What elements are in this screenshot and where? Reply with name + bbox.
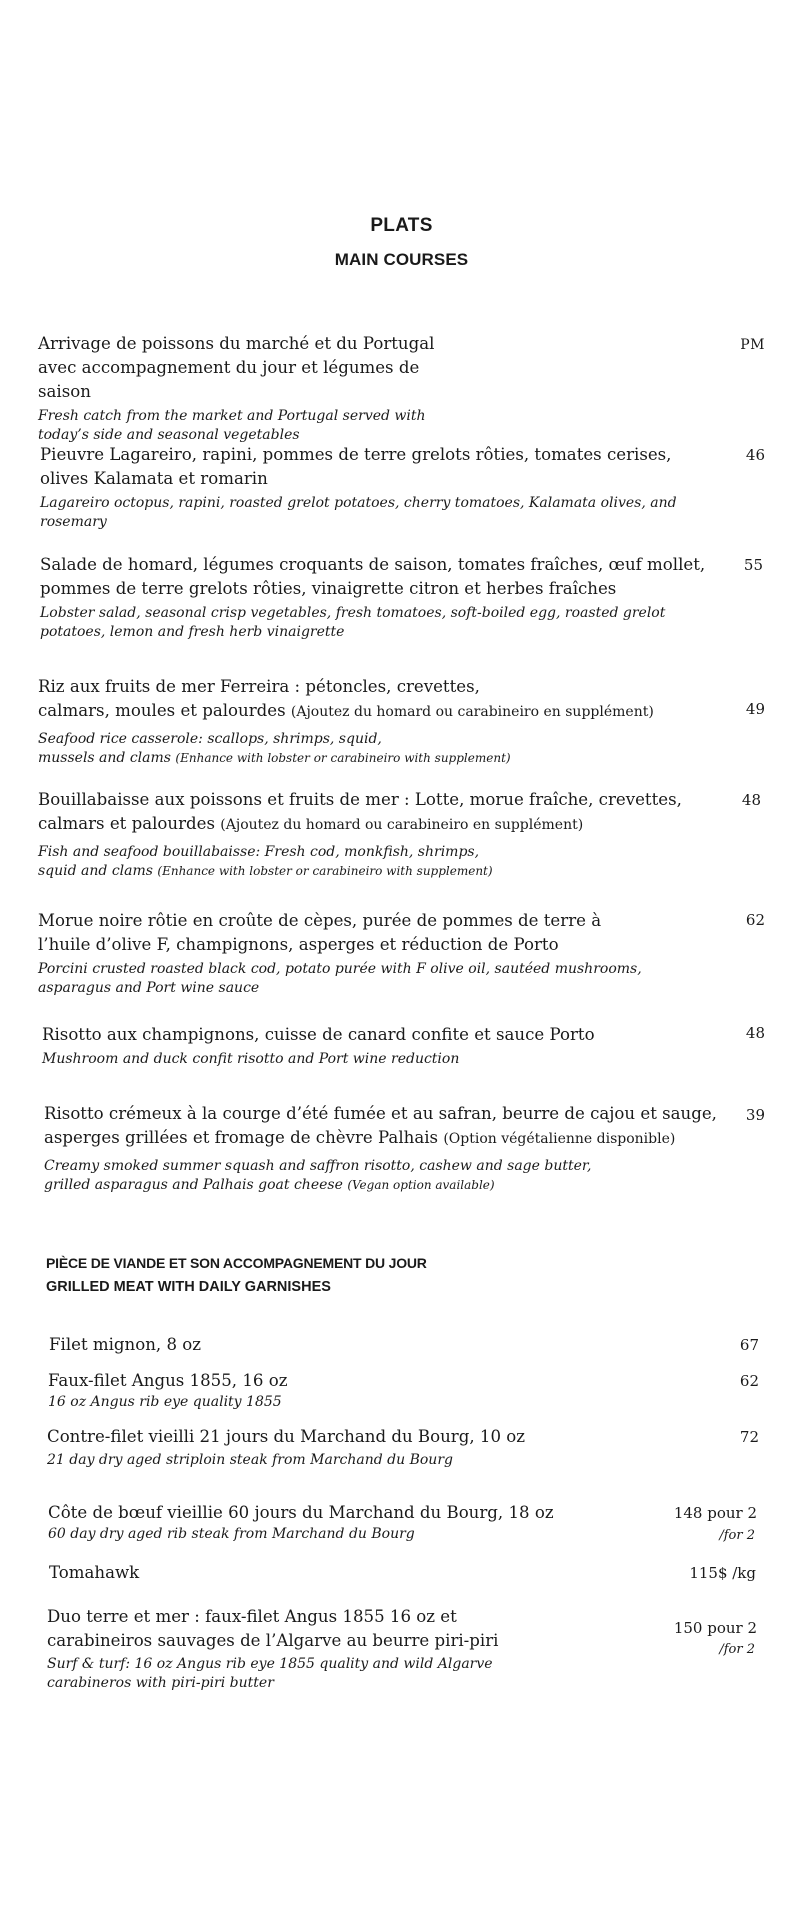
item-price: 46 xyxy=(745,446,765,464)
section-subtitle: GRILLED MEAT WITH DAILY GARNISHES xyxy=(46,1279,331,1295)
menu-item xyxy=(44,1102,744,1195)
item-name-fr: Filet mignon, 8 oz xyxy=(49,1335,202,1354)
menu-item xyxy=(38,332,468,445)
item-price: 150 pour 2 xyxy=(673,1619,757,1637)
page-title: PLATS xyxy=(370,215,433,236)
item-price: 48 xyxy=(745,1024,765,1042)
item-name-fr: Tomahawk xyxy=(49,1563,140,1582)
menu-item xyxy=(40,553,720,642)
item-price: 55 xyxy=(743,556,763,574)
item-name-fr xyxy=(44,1102,744,1151)
item-price: 49 xyxy=(745,700,765,718)
menu-item xyxy=(42,1023,722,1069)
item-name-en: 16 oz Angus rib eye quality 1855 xyxy=(48,1394,282,1410)
item-line: carabineiros sauvages de l’Algarve au beurre piri-piri xyxy=(47,1631,499,1650)
item-name-fr: Arrivage de poissons du marché et du Portugal avec accompagnement du jour et légumes de saison xyxy=(38,334,435,401)
item-price: PM xyxy=(740,337,765,353)
item-line: calmars et palourdes xyxy=(38,814,215,833)
item-name-en xyxy=(47,1655,707,1693)
item-price: 48 xyxy=(741,791,761,809)
item-price-sub: /for 2 xyxy=(719,1642,755,1657)
item-price: 148 pour 2 xyxy=(673,1504,757,1522)
item-line: Risotto crémeux à la courge d’été fumée et au safran, beurre de cajou et sauge, xyxy=(44,1104,717,1123)
item-name-fr: Risotto aux champignons, cuisse de canard confite et sauce Porto xyxy=(42,1025,595,1044)
item-line: Duo terre et mer : faux-filet Angus 1855 16 oz et xyxy=(47,1607,457,1626)
item-name-en: Fresh catch from the market and Portugal served with today’s side and seasonal vegetables xyxy=(38,408,426,443)
item-line: Riz aux fruits de mer Ferreira : pétoncles, crevettes, xyxy=(38,677,480,696)
item-name-en: Porcini crusted roasted black cod, potato purée with F olive oil, sautéed mushrooms, asparagus and Port wine sauce xyxy=(38,961,642,996)
menu-item xyxy=(38,788,738,881)
item-name-en: 60 day dry aged rib steak from Marchand du Bourg xyxy=(48,1526,415,1542)
item-name-en: Lagareiro octopus, rapini, roasted grelot potatoes, cherry tomatoes, Kalamata olives, and rosemary xyxy=(40,495,677,530)
item-name-fr: Côte de bœuf vieillie 60 jours du Marchand du Bourg, 18 oz xyxy=(48,1503,554,1522)
item-name-fr: Morue noire rôtie en croûte de cèpes, purée de pommes de terre à l’huile d’olive F, champignons, asperges et réduction de Porto xyxy=(38,911,602,954)
item-name-fr: Pieuvre Lagareiro, rapini, pommes de terre grelots rôties, tomates cerises, olives Kalamata et romarin xyxy=(40,445,672,488)
section-title: PIÈCE DE VIANDE ET SON ACCOMPAGNEMENT DU JOUR xyxy=(46,1255,427,1271)
item-note: (Enhance with lobster or carabineiro with supplement) xyxy=(175,751,511,765)
item-line: Surf & turf: 16 oz Angus rib eye 1855 quality and wild Algarve xyxy=(47,1656,493,1672)
item-price-sub: /for 2 xyxy=(719,1528,755,1543)
item-line: grilled asparagus and Palhais goat cheese xyxy=(44,1177,343,1193)
item-name-en xyxy=(38,843,738,881)
item-price: 62 xyxy=(745,911,765,929)
item-price: 39 xyxy=(745,1106,765,1124)
item-name-en: Lobster salad, seasonal crisp vegetables, fresh tomatoes, soft-boiled egg, roasted grelot potatoes, lemon and fresh herb vinaigrette xyxy=(40,605,666,640)
item-note: (Vegan option available) xyxy=(347,1178,495,1192)
item-line: calmars, moules et palourdes xyxy=(38,701,286,720)
item-note: (Ajoutez du homard ou carabineiro en supplément) xyxy=(220,817,584,833)
item-name-fr xyxy=(38,675,728,724)
item-line: Bouillabaisse aux poissons et fruits de mer : Lotte, morue fraîche, crevettes, xyxy=(38,790,682,809)
item-line: asperges grillées et fromage de chèvre Palhais xyxy=(44,1128,439,1147)
item-line: Creamy smoked summer squash and saffron risotto, cashew and sage butter, xyxy=(44,1158,592,1174)
item-name-fr xyxy=(38,788,738,837)
menu-item xyxy=(38,675,728,768)
item-note: (Ajoutez du homard ou carabineiro en supplément) xyxy=(290,704,654,720)
menu-item xyxy=(38,909,718,998)
item-name-fr xyxy=(47,1605,707,1653)
item-line: carabineros with piri-piri butter xyxy=(47,1675,274,1691)
item-name-fr: Salade de homard, légumes croquants de saison, tomates fraîches, œuf mollet, pommes de terre grelots rôties, vinaigrette citron et herbes fraîches xyxy=(40,555,706,598)
item-note: (Enhance with lobster or carabineiro with supplement) xyxy=(157,864,493,878)
menu-item xyxy=(40,443,720,532)
item-price: 115$ /kg xyxy=(689,1564,756,1582)
page-subtitle: MAIN COURSES xyxy=(334,250,469,269)
item-price: 72 xyxy=(739,1428,759,1446)
menu-item xyxy=(47,1425,707,1470)
item-price: 62 xyxy=(739,1372,759,1390)
item-name-en xyxy=(44,1157,744,1195)
item-price: 67 xyxy=(739,1336,759,1354)
item-line: Seafood rice casserole: scallops, shrimps, squid, xyxy=(38,731,382,747)
item-line: squid and clams xyxy=(38,863,153,879)
item-name-en xyxy=(38,730,728,768)
item-line: mussels and clams xyxy=(38,750,171,766)
menu-item xyxy=(49,1333,709,1357)
item-note: (Option végétalienne disponible) xyxy=(443,1131,676,1147)
menu-item xyxy=(48,1369,708,1412)
item-name-fr: Contre-filet vieilli 21 jours du Marchand du Bourg, 10 oz xyxy=(47,1427,526,1446)
menu-item xyxy=(47,1605,707,1693)
menu-item xyxy=(48,1501,708,1544)
item-line: Fish and seafood bouillabaisse: Fresh cod, monkfish, shrimps, xyxy=(38,844,480,860)
item-name-en: 21 day dry aged striploin steak from Marchand du Bourg xyxy=(47,1452,453,1468)
item-name-en: Mushroom and duck confit risotto and Port wine reduction xyxy=(42,1051,460,1067)
item-name-fr: Faux-filet Angus 1855, 16 oz xyxy=(48,1371,288,1390)
menu-item xyxy=(49,1561,709,1585)
